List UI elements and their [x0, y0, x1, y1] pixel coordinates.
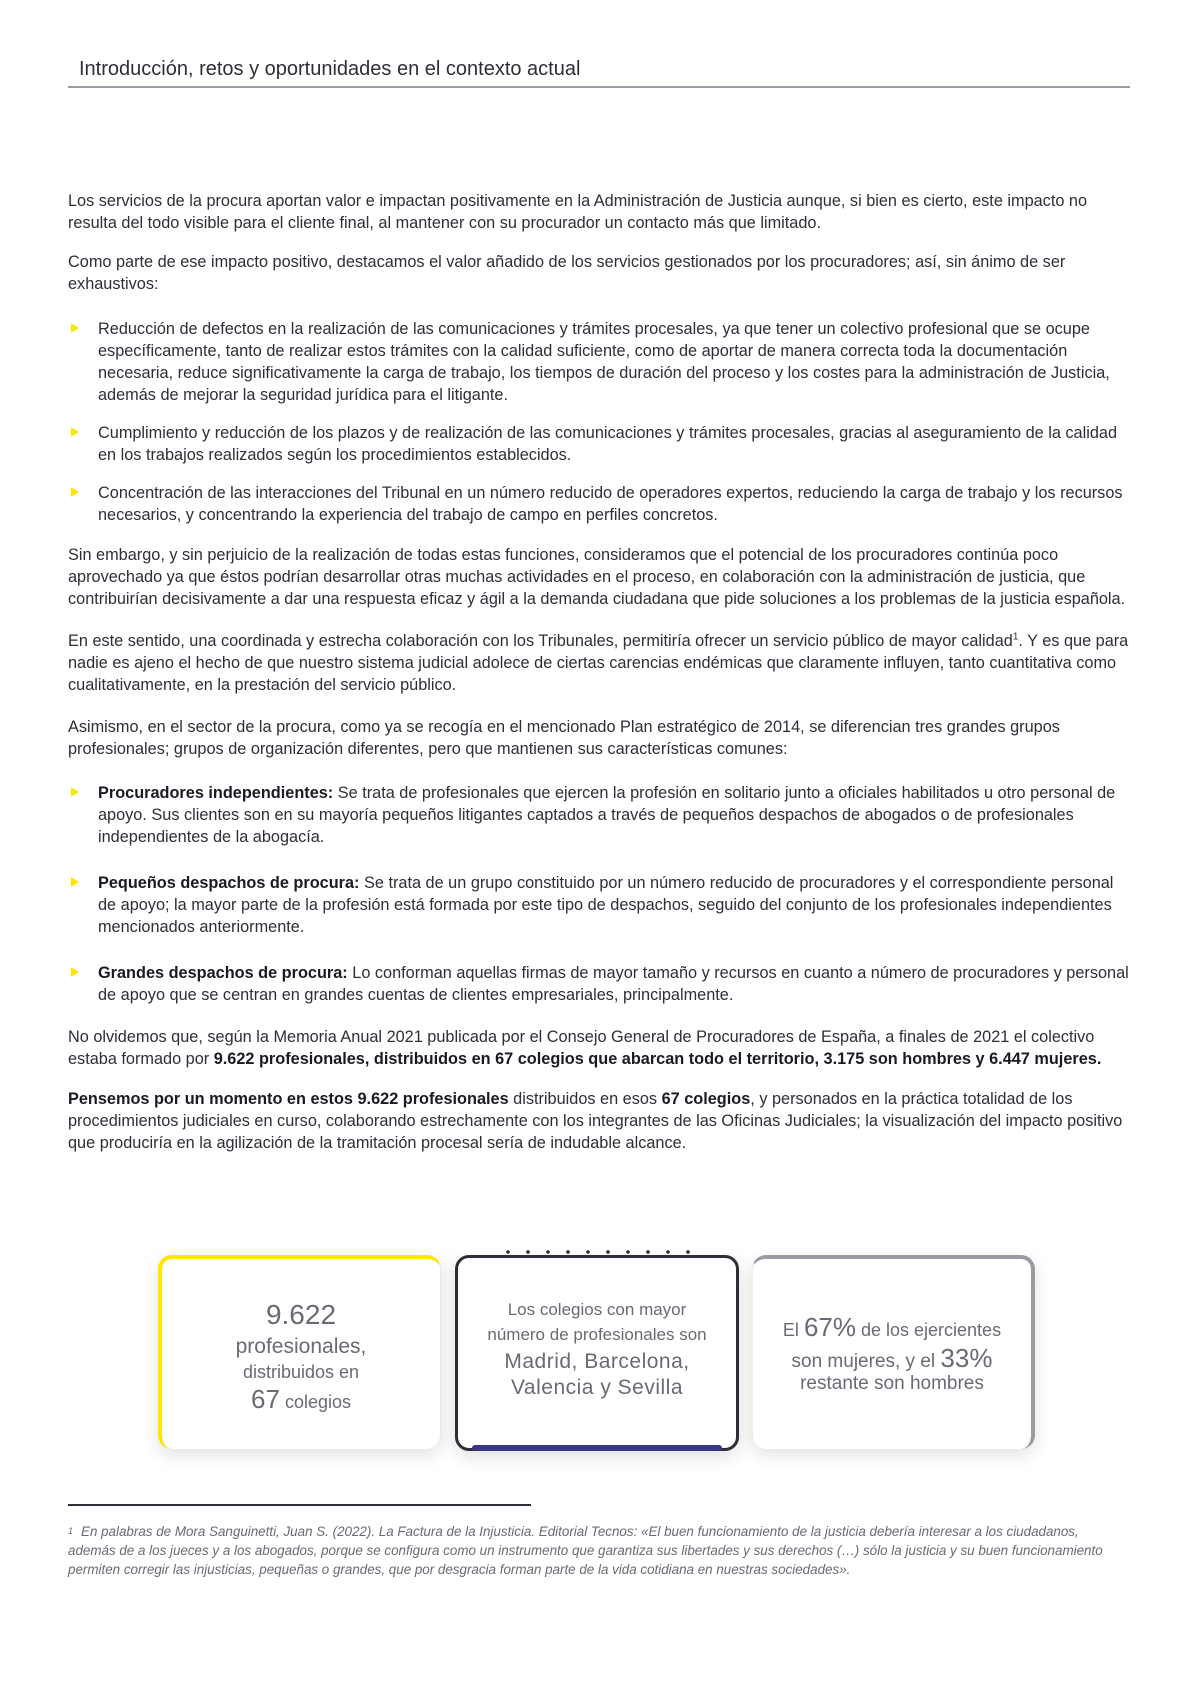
paragraph-4 — [68, 630, 1130, 696]
stats-cards — [0, 1255, 1191, 1465]
footnote-ref: 1 — [1012, 631, 1019, 643]
footnote-divider — [68, 1504, 531, 1506]
paragraph-3: Sin embargo, y sin perjuicio de la realización de todas estas funciones, consideramos que el potencial de los procuradores continúa poco aprovechado ya que éstos podrían desarrollar otras muchas actividades en el proceso, en colaboración con la administración de justicia, que contribuirían decisivamente a dar una respuesta eficaz y ágil a la demanda ciudadana que pide soluciones a los problemas de la justicia española. — [68, 546, 1126, 608]
card-accent-bar — [472, 1445, 722, 1451]
paragraph-5: Asimismo, en el sector de la procura, como ya se recogía en el mencionado Plan estratégico de 2014, se diferencian tres grandes grupos profesionales; grupos de organización diferentes, pero que mantienen sus características comunes: — [68, 718, 1060, 758]
stat-card-text: de los ejercientes — [855, 1320, 1002, 1340]
stat-card-gender — [752, 1255, 1035, 1449]
stat-card-line: profesionales, — [235, 1335, 367, 1358]
list-item-text: Cumplimiento y reducción de los plazos y de realización de las comunicaciones y trámites procesales, gracias al aseguramiento de la calidad en los trabajos realizados según los procedimientos establecidos. — [98, 424, 1118, 464]
paragraph-6-highlight: 9.622 profesionales, distribuidos en 67 colegios que abarcan todo el territorio, 3.175 son hombres y 6.447 mujeres. — [213, 1050, 1102, 1068]
list-item — [68, 318, 1130, 406]
stat-card-text: colegios — [279, 1392, 351, 1412]
stat-card-line — [753, 1343, 1031, 1374]
list-item-heading: Procuradores independientes: — [98, 784, 334, 802]
list-item-text: Se trata de profesionales que ejercen la profesión en solitario junto a oficiales habilitados u otro personal de apoyo. Sus clientes son en su mayoría pequeños litigantes captados a través de pequeños despachos de abogados o de profesionales independientes de la abogacía. — [98, 784, 1116, 846]
paragraph-7-text-a: distribuidos en esos — [508, 1090, 662, 1108]
paragraph-6 — [68, 1026, 1130, 1070]
paragraph-4-text-b: . Y es que para nadie es ajeno el hecho de que nuestro sistema judicial adolece de ciertas carencias endémicas que claramente influyen, tanto cuantitativa como cualitativamente, en la prestación del servicio público. — [68, 632, 1129, 694]
stat-card-line — [162, 1384, 440, 1415]
list-item — [68, 962, 1130, 1006]
triangle-bullet-icon — [71, 487, 79, 497]
triangle-bullet-icon — [71, 877, 79, 887]
footnote-number: 1 — [68, 1526, 74, 1536]
stat-card-line: número de profesionales son — [487, 1325, 707, 1344]
stat-card-value: 9.622 — [265, 1299, 337, 1330]
paragraph-1: Los servicios de la procura aportan valor e impactan positivamente en la Administración de Justicia aunque, si bien es cierto, este impacto no resulta del todo visible para el cliente final, al mantener con su procurador un contacto más que limitado. — [68, 192, 1088, 232]
stat-card-text: El — [782, 1320, 804, 1340]
list-item — [68, 482, 1130, 526]
paragraph-6-text: No olvidemos que, según la Memoria Anual 2021 publicada por el Consejo General de Procuradores de España, a finales de 2021 el colectivo estaba formado por — [68, 1028, 1095, 1068]
list-item — [68, 872, 1130, 938]
paragraph-7 — [68, 1088, 1130, 1154]
stat-card-number: 67 — [251, 1384, 280, 1414]
main-content — [68, 190, 1130, 1171]
list-item-text: Lo conforman aquellas firmas de mayor tamaño y recursos en cuanto a número de procuradores y personal de apoyo que se centran en grandes cuentas de clientes empresariales, principalmente. — [98, 964, 1129, 1004]
stat-card-line: Los colegios con mayor — [507, 1300, 687, 1319]
paragraph-2: Como parte de ese impacto positivo, destacamos el valor añadido de los servicios gestionados por los procuradores; así, sin ánimo de ser exhaustivos: — [68, 253, 1066, 293]
paragraph-4-text-a: En este sentido, una coordinada y estrecha colaboración con los Tribunales, permitiría ofrecer un servicio público de mayor calidad — [68, 632, 1013, 650]
triangle-bullet-icon — [71, 323, 79, 333]
footnote — [68, 1522, 1130, 1579]
stat-card-line: restante son hombres — [800, 1373, 984, 1394]
paragraph-7-highlight-1: Pensemos por un momento en estos 9.622 profesionales — [68, 1090, 509, 1108]
list-item-heading: Pequeños despachos de procura: — [98, 874, 360, 892]
list-item — [68, 422, 1130, 466]
triangle-bullet-icon — [71, 427, 79, 437]
page-header-title: Introducción, retos y oportunidades en el contexto actual — [79, 58, 581, 80]
list-item-text: Concentración de las interacciones del Tribunal en un número reducido de operadores expertos, reduciendo la carga de trabajo y los recursos necesarios, y concentrando la experiencia del trabajo de campo en perfiles concretos. — [98, 484, 1123, 524]
footnote-text: En palabras de Mora Sanguinetti, Juan S. (2022). La Factura de la Injusticia. Editorial Tecnos: «El buen funcionamiento de la justicia debería interesar a los ciudadanos, además de a los jueces y a los abogados, porque se configura como un instrumento que garantiza sus libertades y sus derechos (…) sólo la justicia y su buen funcionamiento permiten corregir las injusticias, pequeñas o grandes, que por desgracia forman parte de la vida cotidiana en nuestras sociedades». — [68, 1524, 1103, 1577]
triangle-bullet-icon — [71, 787, 79, 797]
stat-card-line: distribuidos en — [242, 1362, 360, 1382]
stat-card-colleges — [455, 1255, 739, 1451]
list-item-text: Se trata de un grupo constituido por un número reducido de procuradores y el correspondiente personal de apoyo; la mayor parte de la profesión está formada por este tipo de despachos, seguido del conjunto de los profesionales independientes mencionados anteriormente. — [98, 874, 1114, 936]
header-divider — [68, 86, 1130, 88]
paragraph-7-text-b: , y personados en la práctica totalidad de los procedimientos judiciales en curso, colaborando estrechamente con los integrantes de las Oficinas Judiciales; la visualización del impacto positivo que produciría en la agilización de la tramitación procesal sería de indudable alcance. — [68, 1090, 1123, 1152]
list-item — [68, 782, 1130, 848]
stat-card-line: Valencia y Sevilla — [510, 1376, 684, 1399]
paragraph-7-highlight-2: 67 colegios — [661, 1090, 751, 1108]
stat-card-line — [753, 1312, 1031, 1343]
list-item-text: Reducción de defectos en la realización de las comunicaciones y trámites procesales, ya que tener un colectivo profesional que se ocupe específicamente, tanto de realizar estos trámites con la calidad suficiente, como de aportar de manera correcta toda la documentación necesaria, reduce significativamente la carga de trabajo, los tiempos de duración del proceso y los costes para la administración de Justicia, además de mejorar la seguridad jurídica para el litigante. — [98, 320, 1110, 404]
stat-card-number: 33% — [940, 1343, 993, 1373]
list-item-heading: Grandes despachos de procura: — [98, 964, 348, 982]
stat-card-professionals — [158, 1255, 441, 1449]
stat-card-line: Madrid, Barcelona, — [504, 1350, 690, 1373]
dotted-decoration — [498, 1250, 696, 1254]
triangle-bullet-icon — [71, 967, 79, 977]
stat-card-number: 67% — [803, 1312, 856, 1342]
stat-card-text: son mujeres, y el — [791, 1351, 941, 1372]
